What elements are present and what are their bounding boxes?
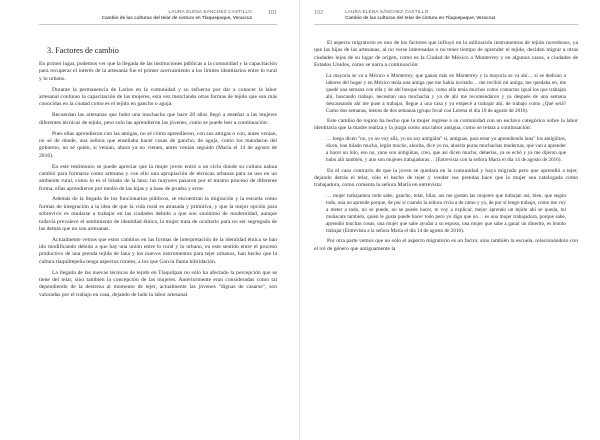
right-page-content	[314, 40, 578, 256]
right-paragraph: Este cambio de región ha hecho que la mujer regrese a su comunidad con un esclavo categórico sobre la labor identitaria que la madre realiza y la juzga como una labor antigua, como se relata a continuación:	[314, 118, 578, 132]
left-running-head	[102, 9, 252, 21]
left-running-head-title: Cambio de las culturas del telar de cintura en Tlaquepaque, Veracruz	[101, 15, 252, 20]
right-header-rule	[314, 24, 578, 25]
left-page-number: 101	[267, 10, 277, 16]
left-paragraph: Durante la permanencia de Larios en la comunidad y su esfuerzo por dar a conocer la labor artesanal continuo la capacitación de las mujeres, esta vez mezclando otras formas de tejido que son más conocidas en la ciudad como es el tejido en gancho o aguja.	[39, 86, 277, 108]
right-paragraph: En el caso contrario de que la joven se quedara en la comunidad y haya migrado pero que aprendió a tejer, dejando detrás el telar, sólo el hecho de tejer y vender sus prendas hace que la mujer sea catalogada como trabajadora, como comenta la señora María en entrevista:	[314, 167, 578, 189]
left-paragraph: Además de la llegada de los funcionarios públicos, se encuentran la migración y la escuela como formas de integración a la idea de que la vida rural es atrasada y primitiva, y que la mejor opción para sobrevivir es mudarse a trabajar en las ciudades debido a que son sinónimo de modernidad, aunque todavía prevalece el sentimiento de identidad étnica, la mujer trata de ocultarlo para no ser segregada de las demás que no son artesanas.	[39, 196, 277, 232]
section-title: 3. Factores de cambio	[47, 46, 119, 55]
block-quote: … luego dicen "no, yo no voy allá, yo no soy antigüita" sí, antiguas, para estar yo aprendiendo lana" los antigüitos, dicen, han hilado mucho, legán mucho, ahorita, dice yo no, ahorita puras muchachas modernas, que van a aprender a hacer un hilo, eso no, yano son antigüitas, creo, que así dicen mucho, deberías, ya se echó y ya me dijeron que hubo allí también, y ano son mujeres trabajadoras… (Entrevista con la señora María el día 14 de agosto de 2016).	[326, 136, 566, 163]
block-quote: … mujer trabajadora todo sabe, gancho, telar, hilar, así me gustan las mujeres que trabajan así, bien, que según todo, una no aprende porque, de por sí cuando la señora vivía a de rumo y yo, de por sí tengo trabajo, como me voy a meter a todo, no se puede, no se puede hacer, te voy a explicar, mejor aprendo un tejido ahí se queda, mi muñacate también, quien le gusta puede hacer todo pero yo digo que no… es una mujer trabajadora, porque sabe, aprendió muchas cosas, una mujer que sabe ayudar a su esposo, una mujer que sabe a ganar un dinerito, es bonito trabajar (Entrevista a la señora María el día 14 de agosto de 2016).	[326, 193, 566, 234]
block-quote: La mayoría se va a México o Monterrey, que ganan más en Monterrey y la mayoría se va ahí… si se dedican a labores del hogar y en México tenía una amiga que me había invitado… me recibió mi amiga, me quedaba en, me quedé una semana con ella y de ahí busqué trabajo, como ella tenía muchos como contactos igual los que trabajan ahí, buscando trabajo, necesitan una muchacha y ya de ahí me recomendaron y ya después de una semana descansando ahí me puse a trabajar, llegue a una casa y ya empecé a trabajar ahí, de trabajo como ¿Qué será? Como dos semanas, menos de dos semanas (grupo focal con Lorena el día 10 de agosto de 2016).	[326, 72, 566, 114]
right-page-number: 102	[314, 10, 324, 16]
right-paragraph: Por otra parte vemos que no sólo el aspecto migratorio es un factor, sino también la escuela, relacionándolo con el rol de género que antiguamente la	[314, 238, 578, 252]
left-paragraph: Recuerdan las artesanas que hubo una muchacha que hace 20 años llegó a enseñar a las mujeres diferentes técnicas de tejido, pero solo las aprendieron las jóvenes, como se puede leer a continuación:	[39, 112, 277, 126]
left-page-content	[39, 46, 277, 303]
right-running-head	[345, 9, 495, 21]
left-paragraph: En primer lugar, podemos ver que la llegada de las instituciones públicas a la comunidad y la capacitación para recuperar el interés de la artesanía fue el primer acercamiento a los límites identitarios entre lo rural y lo urbano.	[39, 61, 277, 82]
right-paragraph: El aspecto migratorio es uno de los factores que influyó en la utilización instrumentos de tejido novedosos, ya que las hijas de las artesanas, al no verse interesadas o no tener tiempo de aprender el tejido, deciden migrar a otras ciudades lejos de su lugar de origen, como es la Ciudad de México o Monterrey y en algunos casos, a ciudades de Estados Unidos, como se narra a continuación:	[314, 40, 578, 69]
left-paragraph: Actualmente vemos que estos cambios en las formas de interpretación de la identidad étnica se han ido modificando debido a que hay una unión entre lo rural y lo urbano, en este sentido entre el proceso productivo de una prenda tejida de lana y los nuevos instrumentos para tejer urbanos, han hecho que la cultura tlaquiltepeña tenga aspectos rurales, a los que García llama hibridación.	[39, 236, 277, 265]
left-paragraph: En este testimonio se puede apreciar que la mujer joven entró a un ciclo donde su cultura nahua cambió para formarse como artesana y con ello una apropiación de técnicas urbanas para su uso en un ambiente rural, como lo es el hilado de la lana; las mayores pasaron por el mismo proceso de diferente forma, ellas aprendieron por medio de las hijas y a base de prueba y error.	[39, 163, 277, 192]
right-page	[300, 0, 600, 440]
left-header-rule	[39, 24, 277, 25]
left-paragraph: Pues ellas aprendieron con las amigas, no sé cómo aprendieron, con sus amigas o con, antes venían, no sé de donde, una señora que enseñaba hacer cosas de gancho, de aguja, como los mandaron del gobierno, no sé quién, si venían, ahora ya no vienen, antes venían seguido (María el 14 de agosto de 2016).	[39, 130, 277, 159]
right-running-head-author: LAURA ELENA SÁNCHEZ CASTILLO	[345, 9, 429, 14]
left-running-head-author: LAURA ELENA SÁNCHEZ CASTILLO	[168, 9, 252, 14]
left-paragraph: La llegada de las nuevas técnicas de tejido en Tlaquilpan no sólo ha afectado la percepción que se tiene del telar, sino también la concepción de las mujeres. Anteriormente eran consideradas como tal dependiendo de la destreza al momento de tejer, actualmente las jóvenes "dignas de casarse", son valoradas por el trabajo en casa, dejando de lado la labor artesanal.	[39, 269, 277, 298]
right-running-head-title: Cambio de las culturas del telar de cintura en Tlaquepaque, Veracruz	[345, 15, 496, 20]
